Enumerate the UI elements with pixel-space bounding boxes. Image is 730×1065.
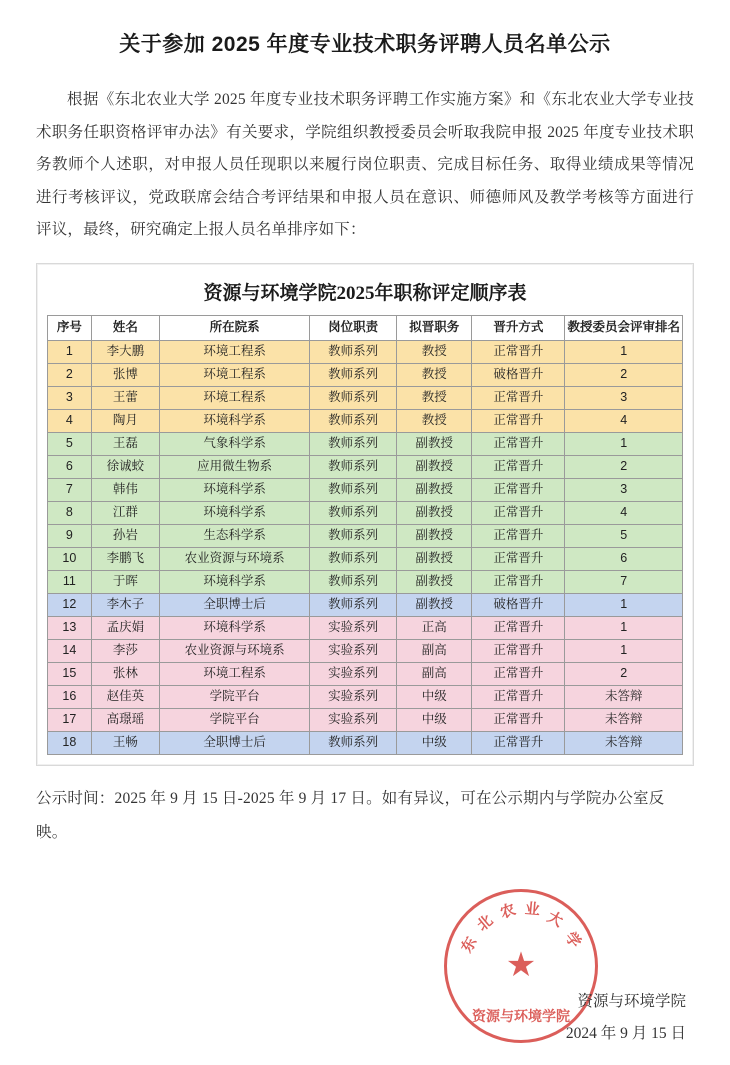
cell-no: 12	[48, 593, 92, 616]
cell-rank: 1	[565, 340, 683, 363]
cell-post: 正高	[397, 616, 472, 639]
cell-name: 高璟瑶	[91, 708, 159, 731]
cell-dept: 农业资源与环境系	[160, 639, 310, 662]
cell-no: 3	[48, 386, 92, 409]
cell-dept: 学院平台	[160, 685, 310, 708]
table-row	[48, 593, 683, 616]
cell-name: 于晖	[91, 570, 159, 593]
intro-paragraph: 根据《东北农业大学 2025 年度专业技术职务评聘工作实施方案》和《东北农业大学专业技术职务任职资格评审办法》有关要求，学院组织教授委员会听取我院申报 2025 年度专业技术职务教师个人述职，对申报人员任现职以来履行岗位职责、完成目标任务、取得业绩成果等情况进行考核评议，党政联席会结合考评结果和申报人员在意识、师德师风及教学考核等方面进行评议，最终，研究确定上报人员名单排序如下：	[36, 91, 694, 239]
cell-duty: 教师系列	[310, 731, 397, 754]
table-row	[48, 662, 683, 685]
cell-no: 5	[48, 432, 92, 455]
cell-name: 赵佳英	[91, 685, 159, 708]
table-row	[48, 455, 683, 478]
cell-way: 正常晋升	[472, 708, 565, 731]
cell-dept: 应用微生物系	[160, 455, 310, 478]
table-row	[48, 524, 683, 547]
column-header-duty: 岗位职责	[310, 315, 397, 340]
cell-way: 破格晋升	[472, 593, 565, 616]
cell-no: 2	[48, 363, 92, 386]
cell-rank: 3	[565, 478, 683, 501]
cell-duty: 实验系列	[310, 685, 397, 708]
cell-duty: 实验系列	[310, 639, 397, 662]
cell-duty: 教师系列	[310, 478, 397, 501]
cell-way: 正常晋升	[472, 616, 565, 639]
cell-duty: 教师系列	[310, 524, 397, 547]
cell-no: 13	[48, 616, 92, 639]
cell-post: 中级	[397, 731, 472, 754]
table-row	[48, 616, 683, 639]
cell-post: 中级	[397, 685, 472, 708]
cell-duty: 实验系列	[310, 662, 397, 685]
cell-rank: 未答辩	[565, 708, 683, 731]
cell-no: 17	[48, 708, 92, 731]
seal-char-1: 东	[459, 934, 481, 956]
cell-name: 徐诚蛟	[91, 455, 159, 478]
cell-way: 正常晋升	[472, 731, 565, 754]
cell-name: 张博	[91, 363, 159, 386]
cell-no: 4	[48, 409, 92, 432]
table-row	[48, 639, 683, 662]
cell-duty: 教师系列	[310, 501, 397, 524]
table-title: 资源与环境学院2025年职称评定顺序表	[203, 282, 527, 304]
cell-dept: 气象科学系	[160, 432, 310, 455]
cell-dept: 环境工程系	[160, 340, 310, 363]
cell-way: 正常晋升	[472, 386, 565, 409]
cell-post: 副高	[397, 639, 472, 662]
column-header-post: 拟晋职务	[397, 315, 472, 340]
cell-name: 陶月	[91, 409, 159, 432]
seal-star-icon: ★	[505, 947, 537, 984]
table-row	[48, 731, 683, 754]
column-header-way: 晋升方式	[472, 315, 565, 340]
cell-name: 李大鹏	[91, 340, 159, 363]
cell-name: 王蕾	[91, 386, 159, 409]
cell-name: 孙岩	[91, 524, 159, 547]
cell-rank: 未答辩	[565, 731, 683, 754]
cell-post: 副教授	[397, 478, 472, 501]
table-row	[48, 570, 683, 593]
cell-way: 正常晋升	[472, 501, 565, 524]
cell-dept: 环境科学系	[160, 616, 310, 639]
cell-duty: 教师系列	[310, 386, 397, 409]
seal-char-2: 北	[474, 912, 497, 935]
cell-post: 教授	[397, 340, 472, 363]
cell-name: 王畅	[91, 731, 159, 754]
cell-rank: 4	[565, 409, 683, 432]
cell-rank: 2	[565, 363, 683, 386]
cell-dept: 环境工程系	[160, 386, 310, 409]
page-title: 关于参加 2025 年度专业技术职务评聘人员名单公示	[119, 33, 611, 56]
cell-dept: 环境科学系	[160, 409, 310, 432]
cell-way: 正常晋升	[472, 455, 565, 478]
cell-rank: 2	[565, 662, 683, 685]
seal-bottom-text: 资源与环境学院	[472, 1010, 570, 1025]
cell-no: 11	[48, 570, 92, 593]
cell-dept: 环境科学系	[160, 478, 310, 501]
table-body	[48, 340, 683, 754]
cell-rank: 1	[565, 593, 683, 616]
cell-duty: 教师系列	[310, 593, 397, 616]
cell-dept: 生态科学系	[160, 524, 310, 547]
table-row	[48, 501, 683, 524]
cell-post: 副教授	[397, 570, 472, 593]
cell-no: 16	[48, 685, 92, 708]
table-row	[48, 386, 683, 409]
column-header-rank: 教授委员会评审排名	[565, 315, 683, 340]
cell-way: 正常晋升	[472, 570, 565, 593]
cell-dept: 学院平台	[160, 708, 310, 731]
cell-dept: 环境科学系	[160, 501, 310, 524]
table-row	[48, 547, 683, 570]
cell-post: 教授	[397, 409, 472, 432]
seal-char-6: 学	[561, 929, 584, 952]
cell-dept: 环境工程系	[160, 662, 310, 685]
signature-unit: 资源与环境学院	[577, 992, 686, 1010]
cell-duty: 教师系列	[310, 363, 397, 386]
seal-char-3: 农	[498, 901, 518, 922]
notice-paragraph: 公示时间：2025 年 9 月 15 日-2025 年 9 月 17 日。如有异议，可在公示期内与学院办公室反映。	[36, 789, 665, 841]
cell-no: 10	[48, 547, 92, 570]
table-row	[48, 708, 683, 731]
cell-dept: 全职博士后	[160, 731, 310, 754]
cell-name: 张林	[91, 662, 159, 685]
cell-post: 副教授	[397, 455, 472, 478]
cell-no: 18	[48, 731, 92, 754]
cell-duty: 实验系列	[310, 708, 397, 731]
cell-rank: 3	[565, 386, 683, 409]
cell-no: 8	[48, 501, 92, 524]
cell-name: 李木子	[91, 593, 159, 616]
column-header-no: 序号	[48, 315, 92, 340]
cell-post: 教授	[397, 386, 472, 409]
cell-post: 副高	[397, 662, 472, 685]
table-row	[48, 340, 683, 363]
cell-post: 副教授	[397, 524, 472, 547]
cell-duty: 教师系列	[310, 547, 397, 570]
cell-post: 教授	[397, 363, 472, 386]
cell-way: 正常晋升	[472, 432, 565, 455]
signature-date: 2024 年 9 月 15 日	[565, 1025, 686, 1043]
cell-dept: 环境工程系	[160, 363, 310, 386]
signature-block	[370, 986, 700, 1051]
cell-post: 副教授	[397, 432, 472, 455]
cell-duty: 教师系列	[310, 340, 397, 363]
roster-table-container	[36, 263, 694, 766]
cell-way: 正常晋升	[472, 547, 565, 570]
cell-rank: 1	[565, 639, 683, 662]
column-header-name: 姓名	[91, 315, 159, 340]
cell-rank: 5	[565, 524, 683, 547]
cell-rank: 1	[565, 616, 683, 639]
cell-way: 正常晋升	[472, 639, 565, 662]
table-header-row	[48, 315, 683, 340]
table-row	[48, 363, 683, 386]
seal-char-4: 业	[524, 901, 541, 919]
cell-way: 正常晋升	[472, 340, 565, 363]
cell-rank: 2	[565, 455, 683, 478]
table-header	[48, 315, 683, 340]
cell-duty: 教师系列	[310, 432, 397, 455]
cell-way: 正常晋升	[472, 685, 565, 708]
cell-rank: 6	[565, 547, 683, 570]
cell-way: 正常晋升	[472, 524, 565, 547]
cell-rank: 7	[565, 570, 683, 593]
cell-no: 14	[48, 639, 92, 662]
cell-post: 副教授	[397, 501, 472, 524]
cell-no: 7	[48, 478, 92, 501]
cell-duty: 教师系列	[310, 570, 397, 593]
cell-duty: 教师系列	[310, 455, 397, 478]
cell-name: 李鹏飞	[91, 547, 159, 570]
cell-rank: 4	[565, 501, 683, 524]
cell-no: 9	[48, 524, 92, 547]
cell-no: 15	[48, 662, 92, 685]
cell-rank: 1	[565, 432, 683, 455]
cell-dept: 全职博士后	[160, 593, 310, 616]
cell-dept: 农业资源与环境系	[160, 547, 310, 570]
table-row	[48, 432, 683, 455]
cell-duty: 教师系列	[310, 409, 397, 432]
cell-name: 李莎	[91, 639, 159, 662]
table-row	[48, 685, 683, 708]
cell-way: 正常晋升	[472, 478, 565, 501]
cell-name: 江群	[91, 501, 159, 524]
table-row	[48, 409, 683, 432]
cell-way: 正常晋升	[472, 662, 565, 685]
roster-table	[47, 315, 683, 755]
seal-char-5: 大	[544, 909, 566, 931]
cell-name: 韩伟	[91, 478, 159, 501]
column-header-dept: 所在院系	[160, 315, 310, 340]
cell-rank: 未答辩	[565, 685, 683, 708]
cell-dept: 环境科学系	[160, 570, 310, 593]
table-row	[48, 478, 683, 501]
cell-post: 副教授	[397, 593, 472, 616]
cell-way: 正常晋升	[472, 409, 565, 432]
cell-post: 副教授	[397, 547, 472, 570]
cell-no: 6	[48, 455, 92, 478]
cell-no: 1	[48, 340, 92, 363]
cell-duty: 实验系列	[310, 616, 397, 639]
cell-way: 破格晋升	[472, 363, 565, 386]
cell-name: 孟庆娟	[91, 616, 159, 639]
cell-post: 中级	[397, 708, 472, 731]
cell-name: 王磊	[91, 432, 159, 455]
